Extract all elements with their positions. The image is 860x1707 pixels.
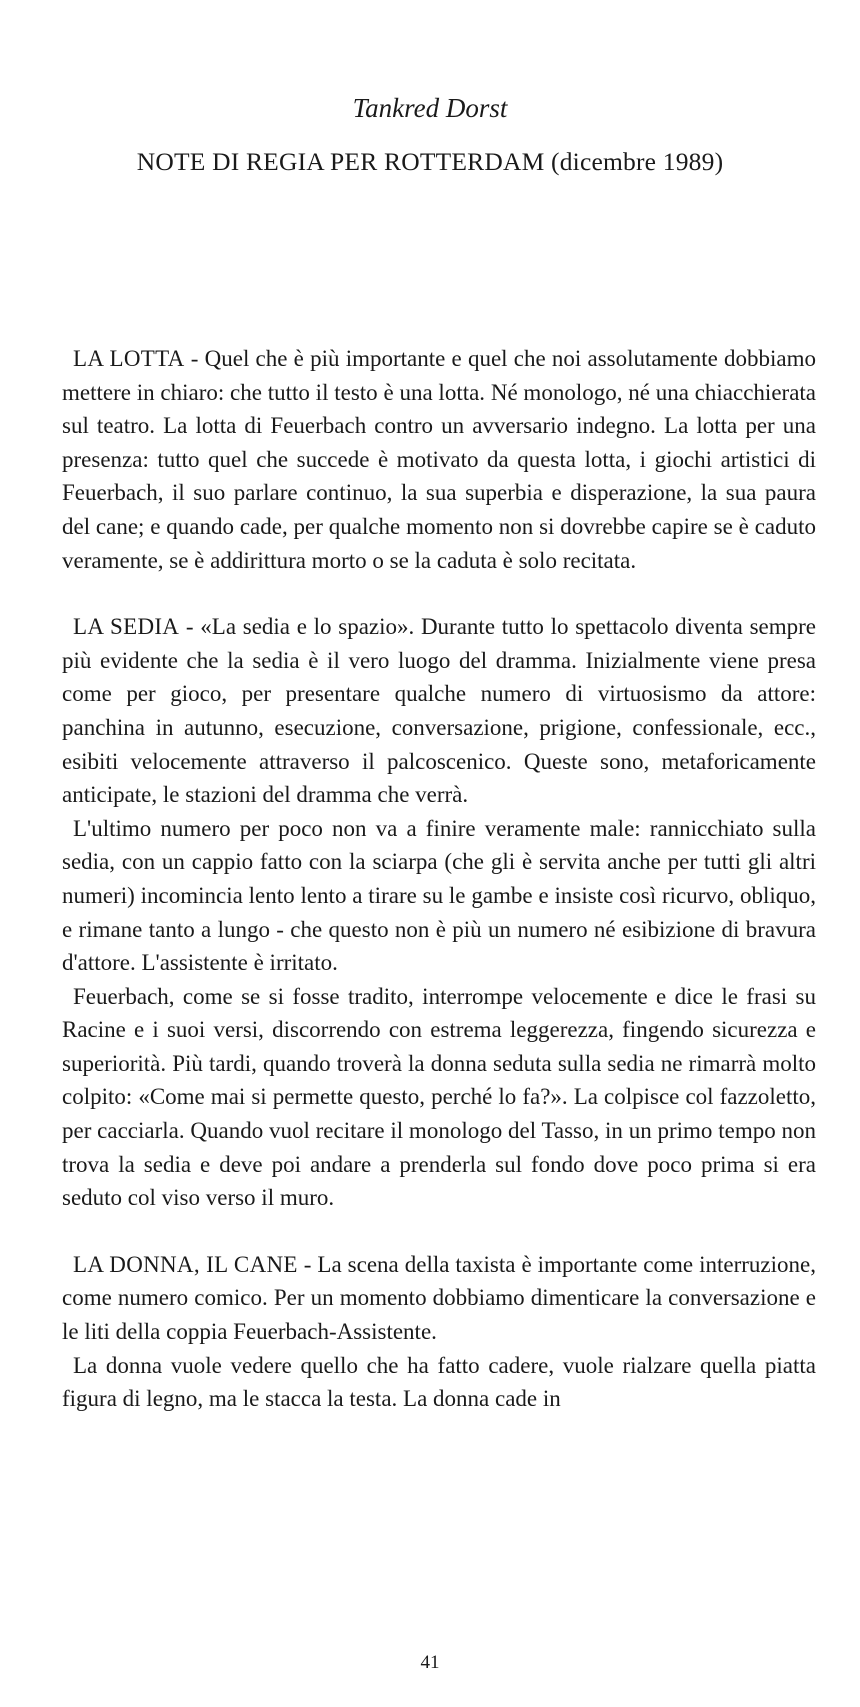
paragraph-text: La scena della taxista è importante come interruzione, come numero comico. Per un momento dobbiamo dimenticare la conversazione e le liti della coppia Feuerbach-Assistente. — [62, 1251, 816, 1345]
paragraph-text: Quel che è più importante e quel che noi assolutamente dobbiamo mettere in chiaro: che tutto il testo è una lotta. Né monologo, né una chiacchierata sul teatro. La lotta di Feuerbach contro un avversario indegno. La lotta per una presenza: tutto quel che succede è motivato da questa lotta, i giochi artistici di Feuerbach, il suo parlare continuo, la sua superbia e disperazione, la sua paura del cane; e quando cade, per qualche momento non si dovrebbe capire se è caduto veramente, se è addirittura morto o se la caduta è solo recitata. — [62, 346, 816, 573]
heading-separator: - — [179, 614, 201, 640]
paragraph: L'ultimo numero per poco non va a finire veramente male: rannicchiato sulla sedia, con un cappio fatto con la sciarpa (che gli è servita anche per tutti gli altri numeri) incomincia lento lento a tirare su le gambe e insiste così ricurvo, obliquo, e rimane tanto a lungo - che questo non è più un numero né esibizione di bravura d'attore. L'assistente è irritato. — [62, 815, 816, 976]
body-text — [62, 342, 816, 1416]
section-heading-la-lotta: LA LOTTA — [73, 346, 185, 371]
paragraph: Feuerbach, come se si fosse tradito, interrompe velocemente e dice le frasi su Racine e i suoi versi, discorrendo con estrema leggerezza, fingendo sicurezza e superiorità. Più tardi, quando troverà la donna seduta sulla sedia ne rimarrà molto colpito: «Come mai si permette questo, perché lo fa?». La colpisce col fazzoletto, per cacciarla. Quando vuol recitare il monologo del Tasso, in un primo tempo non trova la sedia e deve poi andare a prenderla sul fondo dove poco prima si era seduto col viso verso il muro. — [62, 983, 816, 1211]
author-name: Tankred Dorst — [352, 93, 508, 123]
section-heading-la-donna-il-cane: LA DONNA, IL CANE — [73, 1251, 298, 1277]
section-la-lotta-paragraph — [62, 342, 816, 577]
section-heading-la-sedia: LA SEDIA — [73, 614, 180, 640]
heading-separator: - — [184, 346, 205, 371]
section-la-donna-il-cane-paragraph — [62, 1248, 816, 1349]
page-number: 41 — [420, 1652, 440, 1673]
section-la-sedia-paragraph — [62, 610, 816, 812]
document-title: NOTE DI REGIA PER ROTTERDAM (dicembre 1989) — [136, 147, 724, 176]
paragraph-text: «La sedia e lo spazio». Durante tutto lo spettacolo diventa sempre più evidente che la sedia è il vero luogo del dramma. Inizialmente viene presa come per gioco, per presentare qualche numero di virtuosismo da attore: panchina in autunno, esecuzione, conversazione, prigione, confessionale, ecc., esibiti velocemente attraverso il palcoscenico. Queste sono, metaforicamente anticipate, le stazioni del dramma che verrà. — [62, 614, 816, 808]
heading-separator: - — [297, 1251, 318, 1277]
paragraph: La donna vuole vedere quello che ha fatto cadere, vuole rialzare quella piatta figura di legno, ma le stacca la testa. La donna cade in — [62, 1352, 816, 1412]
